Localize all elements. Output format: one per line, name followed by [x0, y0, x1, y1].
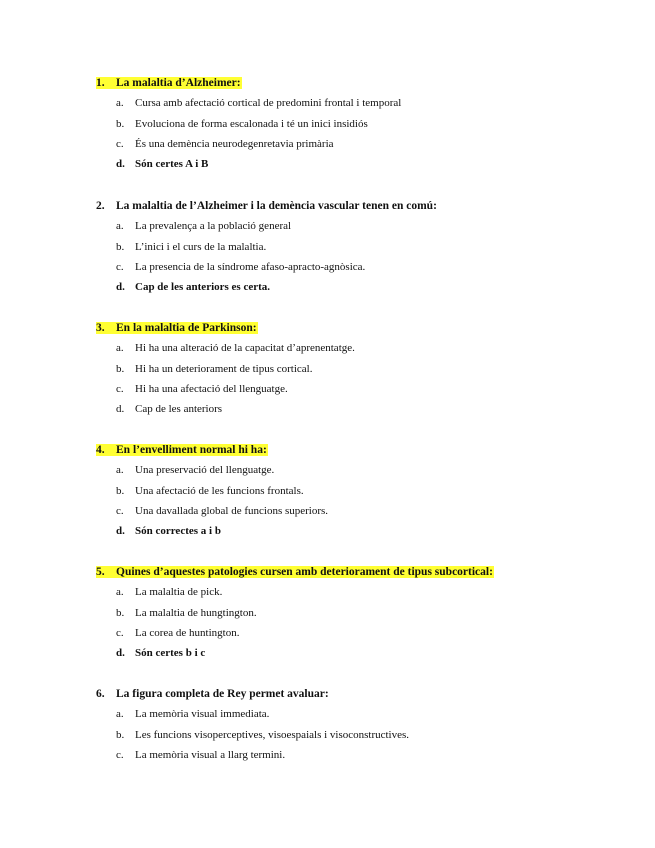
option-a — [96, 707, 616, 721]
question-text: La figura completa de Rey permet avaluar: — [116, 688, 329, 700]
option-text: Cap de les anteriors — [135, 403, 223, 416]
question-3 — [96, 321, 616, 416]
option-letter: a. — [116, 708, 124, 721]
option-letter: d. — [116, 281, 125, 294]
options-list — [96, 463, 616, 538]
option-a — [96, 219, 616, 233]
option-text: Són correctes a i b — [135, 525, 221, 538]
question-4 — [96, 443, 616, 538]
option-text: La malaltia de hungtington. — [135, 606, 257, 619]
option-b — [96, 484, 616, 498]
option-letter: d. — [116, 525, 125, 538]
option-c — [96, 504, 616, 518]
option-letter: c. — [116, 504, 124, 517]
option-text: És una demència neurodegenretavia primària — [135, 137, 334, 150]
option-text: Una preservació del llenguatge. — [135, 464, 275, 477]
option-letter: b. — [116, 728, 125, 741]
option-c — [96, 626, 616, 640]
question-1 — [96, 76, 616, 171]
option-c — [96, 382, 616, 396]
option-letter: a. — [116, 464, 124, 477]
option-d-correct — [96, 280, 616, 294]
option-text: La corea de huntington. — [135, 626, 240, 639]
option-letter: c. — [116, 626, 124, 639]
option-letter: c. — [116, 748, 124, 761]
option-letter: b. — [116, 606, 125, 619]
question-6 — [96, 687, 616, 762]
options-list — [96, 585, 616, 660]
question-title — [96, 76, 616, 90]
option-text: L’inici i el curs de la malaltia. — [135, 240, 267, 253]
option-b — [96, 117, 616, 131]
highlight — [96, 322, 258, 334]
question-number: 2. — [96, 200, 105, 212]
option-text: La memòria visual immediata. — [135, 708, 270, 721]
options-list — [96, 219, 616, 294]
question-title — [96, 443, 616, 457]
question-text: En l’envelliment normal hi ha: — [116, 444, 267, 456]
option-letter: d. — [116, 403, 125, 416]
option-letter: a. — [116, 220, 124, 233]
question-text: La malaltia d’Alzheimer: — [116, 77, 241, 89]
question-title — [96, 199, 616, 213]
options-list — [96, 707, 616, 762]
option-text: La malaltia de pick. — [135, 586, 223, 599]
option-letter: c. — [116, 382, 124, 395]
option-text: Són certes A i B — [135, 158, 209, 171]
question-2 — [96, 199, 616, 294]
option-text: Les funcions visoperceptives, visoespaials i visoconstructives. — [135, 728, 410, 741]
option-text: Són certes b i c — [135, 647, 206, 660]
option-text: Una davallada global de funcions superiors. — [135, 504, 329, 517]
option-text: Cap de les anteriors es certa. — [135, 281, 271, 294]
question-text: La malaltia de l’Alzheimer i la demència vascular tenen en comú: — [116, 200, 437, 212]
option-text: Hi ha una afectació del llenguatge. — [135, 382, 288, 395]
option-text: La presencia de la síndrome afaso-apracto-agnòsica. — [135, 260, 366, 273]
option-letter: b. — [116, 362, 125, 375]
option-c — [96, 748, 616, 762]
option-text: Hi ha un deteriorament de tipus cortical. — [135, 362, 313, 375]
option-a — [96, 96, 616, 110]
option-letter: d. — [116, 158, 125, 171]
option-d-correct — [96, 646, 616, 660]
question-5 — [96, 565, 616, 660]
option-letter: b. — [116, 117, 125, 130]
option-letter: a. — [116, 586, 124, 599]
options-list — [96, 341, 616, 416]
option-b — [96, 728, 616, 742]
option-text: La prevalença a la població general — [135, 220, 292, 233]
option-text: Una afectació de les funcions frontals. — [135, 484, 304, 497]
option-text: Evoluciona de forma escalonada i té un inici insidiós — [135, 117, 368, 130]
option-letter: b. — [116, 240, 125, 253]
option-b — [96, 240, 616, 254]
option-letter: c. — [116, 137, 124, 150]
question-number: 5. — [96, 566, 105, 578]
option-letter: a. — [116, 97, 124, 110]
highlight — [96, 77, 242, 89]
option-a — [96, 585, 616, 599]
question-number: 3. — [96, 322, 105, 334]
option-b — [96, 362, 616, 376]
option-letter: a. — [116, 342, 124, 355]
option-d-correct — [96, 524, 616, 538]
question-number: 1. — [96, 77, 105, 89]
option-text: Cursa amb afectació cortical de predomini frontal i temporal — [135, 97, 402, 110]
option-d — [96, 402, 616, 416]
option-b — [96, 606, 616, 620]
question-title — [96, 687, 616, 701]
question-title — [96, 565, 616, 579]
question-number: 6. — [96, 688, 105, 700]
option-a — [96, 341, 616, 355]
question-title — [96, 321, 616, 335]
option-letter: d. — [116, 647, 125, 660]
highlight — [96, 566, 494, 578]
option-d-correct — [96, 157, 616, 171]
option-letter: b. — [116, 484, 125, 497]
highlight — [96, 444, 268, 456]
question-text: En la malaltia de Parkinson: — [116, 322, 257, 334]
options-list — [96, 96, 616, 171]
option-c — [96, 137, 616, 151]
question-text: Quines d’aquestes patologies cursen amb deteriorament de tipus subcortical: — [116, 566, 493, 578]
option-c — [96, 260, 616, 274]
option-a — [96, 463, 616, 477]
option-text: Hi ha una alteració de la capacitat d’aprenentatge. — [135, 342, 355, 355]
option-letter: c. — [116, 260, 124, 273]
option-text: La memòria visual a llarg termini. — [135, 748, 286, 761]
question-number: 4. — [96, 444, 105, 456]
